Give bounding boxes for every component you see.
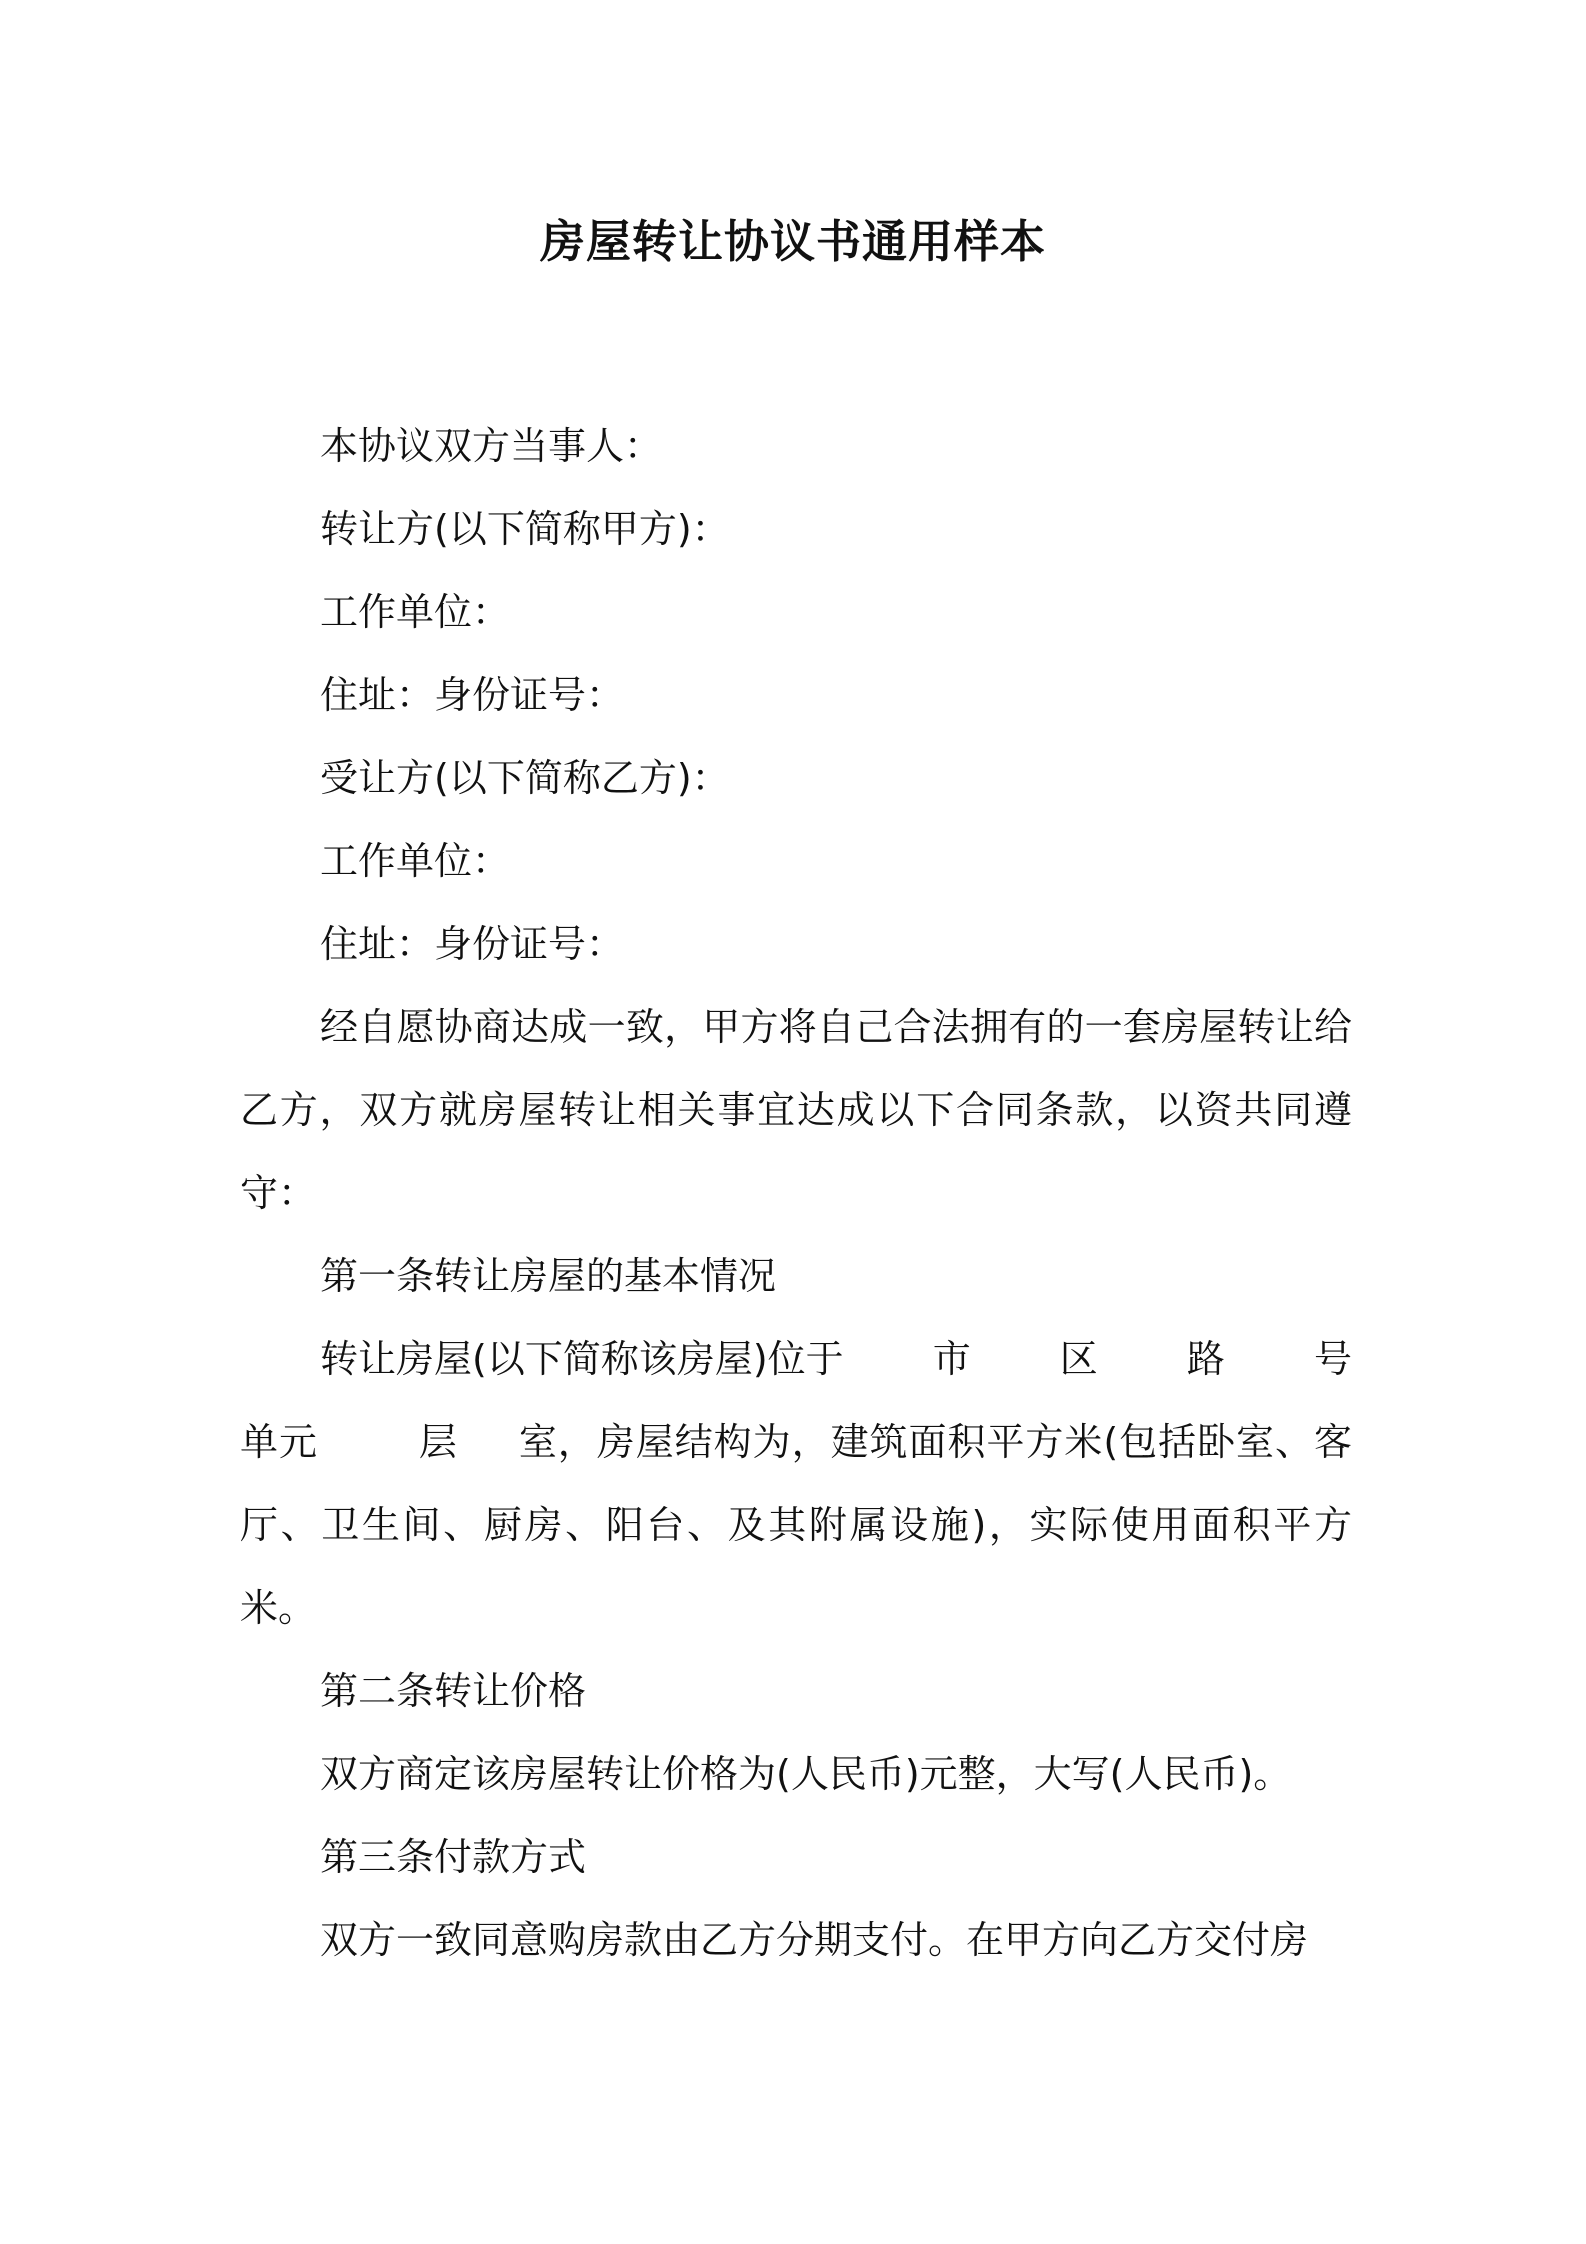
transferee-line: 受让方(以下简称乙方)：: [320, 756, 730, 800]
work-unit-a: 工作单位：: [320, 590, 511, 634]
article1-location-line: [240, 1318, 1352, 1401]
parties-intro: 本协议双方当事人：: [320, 424, 663, 468]
article1-number: 号: [1313, 1337, 1352, 1381]
preamble-paragraph: 经自愿协商达成一致，甲方将自己合法拥有的一套房屋转让给乙方，双方就房屋转让相关事宜达成以下合同条款，以资共同遵守：: [240, 1005, 1352, 1215]
document-title: 房屋转让协议书通用样本: [539, 215, 1046, 268]
article1-heading: 第一条转让房屋的基本情况: [320, 1254, 777, 1298]
article1-district: 区: [1059, 1337, 1098, 1381]
article1-floor: 层: [417, 1420, 458, 1464]
article1-road: 路: [1186, 1337, 1225, 1381]
address-id-a: 住址：身份证号：: [320, 673, 625, 717]
article2-text: 双方商定该房屋转让价格为(人民币)元整，大写(人民币)。: [320, 1752, 1292, 1796]
article1-city: 市: [932, 1337, 971, 1381]
article3-text: 双方一致同意购房款由乙方分期支付。在甲方向乙方交付房: [320, 1918, 1309, 1962]
article3-heading: 第三条付款方式: [320, 1835, 587, 1879]
article1-detail-paragraph: [240, 1401, 1352, 1650]
article1-loc-prefix: 转让房屋(以下简称该房屋)位于: [320, 1337, 844, 1381]
article1-rest: 室，房屋结构为，建筑面积平方米(包括卧室、客厅、卫生间、厨房、阳台、及其附属设施)，实际使用面积平方米。: [240, 1420, 1352, 1630]
transferor-line: 转让方(以下简称甲方)：: [320, 507, 730, 551]
article1-unit: 单元: [240, 1420, 318, 1464]
work-unit-b: 工作单位：: [320, 839, 511, 883]
address-id-b: 住址：身份证号：: [320, 922, 625, 966]
article2-heading: 第二条转让价格: [320, 1669, 587, 1713]
document-body: [240, 405, 1352, 1982]
